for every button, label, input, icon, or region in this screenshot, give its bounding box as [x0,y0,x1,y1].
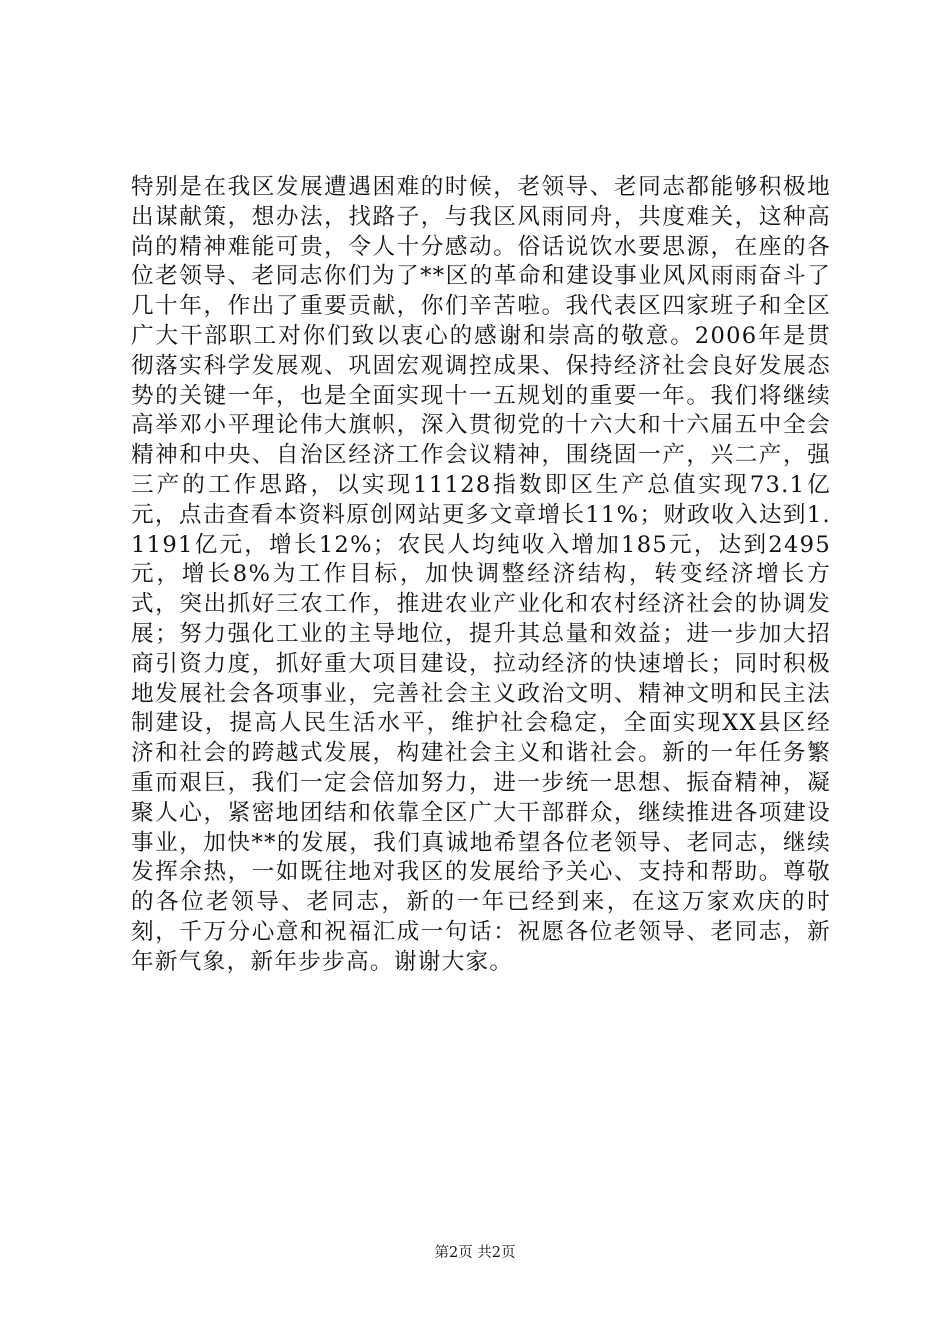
body-paragraph: 特别是在我区发展遭遇困难的时候，老领导、老同志都能够积极地出谋献策，想办法，找路子，与我区风雨同舟，共度难关，这种高尚的精神难能可贵，令人十分感动。俗话说饮水要思源，在座的各位老领导、老同志你们为了**区的革命和建设事业风风雨雨奋斗了几十年，作出了重要贡献，你们辛苦啦。我代表区四家班子和全区广大干部职工对你们致以衷心的感谢和崇高的敬意。2006年是贯彻落实科学发展观、巩固宏观调控成果、保持经济社会良好发展态势的关键一年，也是全面实现十一五规划的重要一年。我们将继续高举邓小平理论伟大旗帜，深入贯彻党的十六大和十六届五中全会精神和中央、自治区经济工作会议精神，围绕固一产，兴二产，强三产的工作思路，以实现11128指数即区生产总值实现73.1亿元，点击查看本资料原创网站更多文章增长11%；财政收入达到1.1191亿元，增长12%；农民人均纯收入增加185元，达到2495元，增长8%为工作目标，加快调整经济结构，转变经济增长方式，突出抓好三农工作，推进农业产业化和农村经济社会的协调发展；努力强化工业的主导地位，提升其总量和效益；进一步加大招商引资力度，抓好重大项目建设，拉动经济的快速增长；同时积极地发展社会各项事业，完善社会主义政治文明、精神文明和民主法制建设，提高人民生活水平，维护社会稳定，全面实现XX县区经济和社会的跨越式发展，构建社会主义和谐社会。新的一年任务繁重而艰巨，我们一定会倍加努力，进一步统一思想、振奋精神，凝聚人心，紧密地团结和依靠全区广大干部群众，继续推进各项建设事业，加快**的发展，我们真诚地希望各位老领导、老同志，继续发挥余热，一如既往地对我区的发展给予关心、支持和帮助。尊敬的各位老领导、老同志，新的一年已经到来，在这万家欢庆的时刻，千万分心意和祝福汇成一句话：祝愿各位老领导、老同志，新年新气象，新年步步高。谢谢大家。 [131,174,831,975]
page-footer: 第2页 共2页 [434,1245,516,1261]
